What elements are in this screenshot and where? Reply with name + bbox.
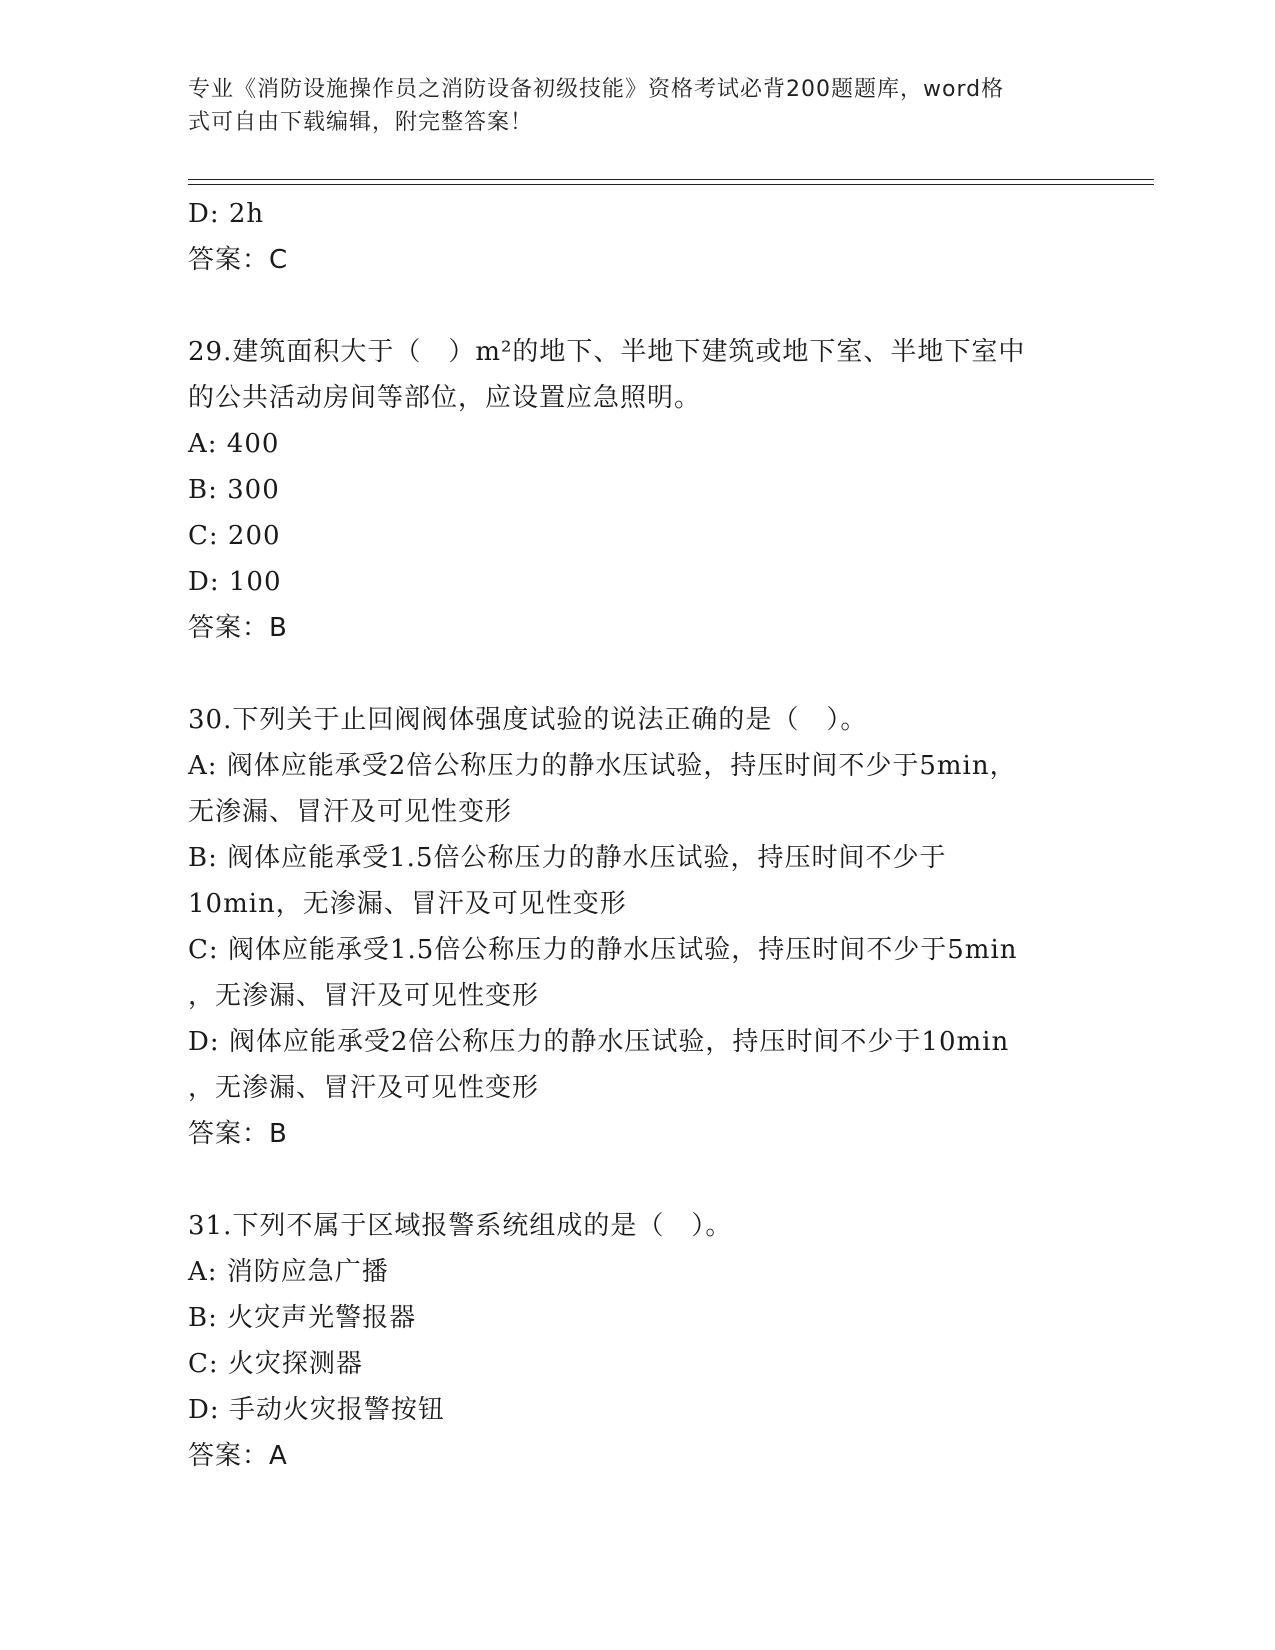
q30-option-a-line-1: A: 阀体应能承受2倍公称压力的静水压试验，持压时间不少于5min， bbox=[188, 751, 1017, 781]
q30-answer: 答案：B bbox=[188, 1119, 288, 1149]
document-body bbox=[188, 191, 1088, 1479]
q30-option-a-line-2: 无渗漏、冒汗及可见性变形 bbox=[188, 797, 513, 827]
q30-option-d-line-1: D: 阀体应能承受2倍公称压力的静水压试验，持压时间不少于10min bbox=[188, 1027, 1010, 1057]
q28-answer: 答案：C bbox=[188, 245, 289, 275]
header-line-1: 专业《消防设施操作员之消防设备初级技能》资格考试必背200题题库，word格 bbox=[188, 77, 1005, 102]
q29-answer: 答案：B bbox=[188, 613, 288, 643]
q30-option-b-line-2: 10min，无渗漏、冒汗及可见性变形 bbox=[188, 889, 627, 919]
spacer bbox=[188, 283, 1088, 329]
q29-option-d: D: 100 bbox=[188, 567, 282, 597]
q31-option-b: B: 火灾声光警报器 bbox=[188, 1303, 417, 1333]
document-header bbox=[188, 73, 1088, 139]
q31-option-d: D: 手动火灾报警按钮 bbox=[188, 1395, 445, 1425]
q29-option-a: A: 400 bbox=[188, 429, 280, 459]
header-divider-bottom bbox=[188, 184, 1154, 185]
q29-stem-line-1: 29.建筑面积大于（ ）m²的地下、半地下建筑或地下室、半地下室中 bbox=[188, 337, 1026, 367]
q30-option-c-line-1: C: 阀体应能承受1.5倍公称压力的静水压试验，持压时间不少于5min bbox=[188, 935, 1018, 965]
q30-option-b-line-1: B: 阀体应能承受1.5倍公称压力的静水压试验，持压时间不少于 bbox=[188, 843, 947, 873]
header-line-2: 式可自由下载编辑，附完整答案！ bbox=[188, 110, 534, 135]
q31-stem: 31.下列不属于区域报警系统组成的是（ ）。 bbox=[188, 1211, 733, 1241]
spacer bbox=[188, 1157, 1088, 1203]
q29-stem-line-2: 的公共活动房间等部位，应设置应急照明。 bbox=[188, 383, 702, 413]
q30-stem: 30.下列关于止回阀阀体强度试验的说法正确的是（ ）。 bbox=[188, 705, 868, 735]
q29-option-b: B: 300 bbox=[188, 475, 280, 505]
q29-option-c: C: 200 bbox=[188, 521, 281, 551]
q30-option-c-line-2: ，无渗漏、冒汗及可见性变形 bbox=[188, 981, 540, 1011]
q31-option-c: C: 火灾探测器 bbox=[188, 1349, 363, 1379]
q31-option-a: A: 消防应急广播 bbox=[188, 1257, 389, 1287]
q28-option-d: D: 2h bbox=[188, 199, 265, 229]
header-divider-top bbox=[188, 179, 1154, 180]
q31-answer: 答案：A bbox=[188, 1441, 288, 1471]
spacer bbox=[188, 651, 1088, 697]
q30-option-d-line-2: ，无渗漏、冒汗及可见性变形 bbox=[188, 1073, 540, 1103]
